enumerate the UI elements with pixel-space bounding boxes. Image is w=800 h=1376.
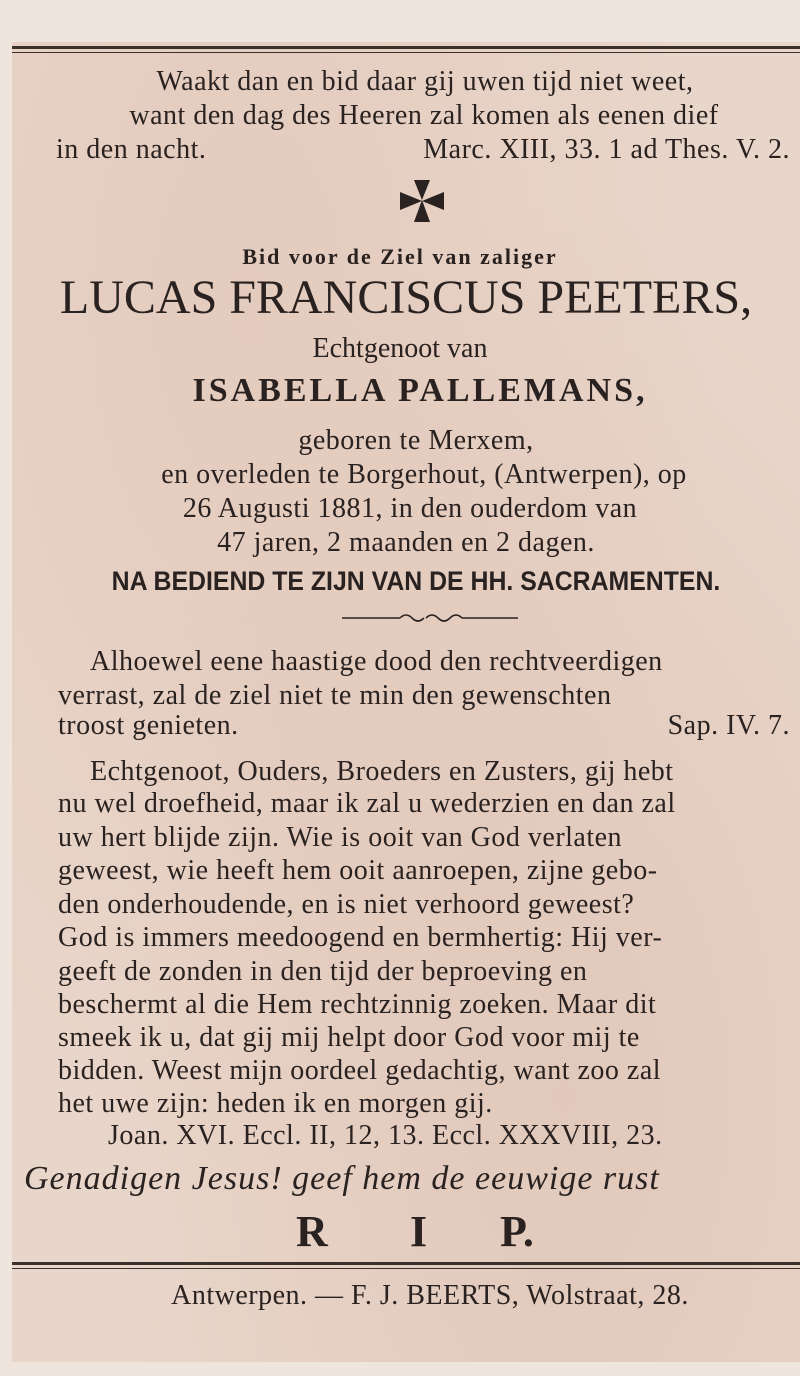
rip-p: P. <box>500 1207 534 1256</box>
quote2-line: het uwe zijn: heden ik en morgen gij. <box>58 1088 493 1119</box>
quote2-line: Echtgenoot, Ouders, Broeders en Zusters, gij hebt <box>90 756 674 787</box>
spouse-name: ISABELLA PALLEMANS, <box>192 372 648 409</box>
epigraph-line <box>56 100 792 132</box>
quote1-text: verrast, zal de ziel niet te min den gewenschten <box>58 680 612 711</box>
detail-line: geboren te Merxem, <box>298 425 534 456</box>
epigraph-text: Waakt dan en bid daar gij uwen tijd niet weet, <box>156 66 694 97</box>
quote1-text: Alhoewel eene haastige dood den rechtveerdigen <box>90 646 663 677</box>
quote2-line: smeek ik u, dat gij mij helpt door God voor mij te <box>58 1022 640 1053</box>
deceased-name: LUCAS FRANCISCUS PEETERS, <box>59 271 753 324</box>
quote2-line: bidden. Weest mijn oordeel gedachtig, want zoo zal <box>58 1055 662 1086</box>
quote2-reference: Joan. XVI. Eccl. II, 12, 13. Eccl. XXXVIII, 23. <box>108 1120 663 1151</box>
detail-line: 26 Augusti 1881, in den ouderdom van <box>182 493 638 524</box>
quote1-text: troost genieten. <box>58 710 239 741</box>
bottom-border-thin <box>12 1268 800 1269</box>
spouse-label: Echtgenoot van <box>312 333 488 364</box>
quote1-reference: Sap. IV. 7. <box>667 710 790 741</box>
quote2-line: geeft de zonden in den tijd der beproeving en <box>58 956 588 987</box>
quote2-line: God is immers meedoogend en bermhertig: Hij ver- <box>58 922 663 953</box>
quote2-line: geweest, wie heeft hem ooit aanroepen, zijne gebo- <box>58 855 658 886</box>
epigraph-text: want den dag des Heeren zal komen als eenen dief <box>129 100 719 131</box>
bottom-border <box>12 1262 800 1265</box>
rip-r: R <box>296 1207 328 1256</box>
top-border-thin <box>12 52 800 53</box>
ornamental-divider-icon <box>340 610 520 626</box>
quote1-last-line <box>58 710 790 742</box>
cross-pattee-icon <box>398 178 446 224</box>
epigraph-text: in den nacht. <box>56 134 207 165</box>
quote1-line <box>58 680 790 712</box>
printer-line: Antwerpen. — F. J. BEERTS, Wolstraat, 28. <box>171 1280 689 1311</box>
epigraph-reference: Marc. XIII, 33. 1 ad Thes. V. 2. <box>423 134 790 165</box>
quote1-line <box>90 646 790 678</box>
quote2-line: uw hert blijde zijn. Wie is ooit van God verlaten <box>58 822 623 853</box>
detail-line: 47 jaren, 2 maanden en 2 dagen. <box>217 527 595 558</box>
prayer-heading: Bid voor de Ziel van zaliger <box>242 244 558 269</box>
top-border <box>12 46 800 49</box>
quote2-line: beschermt al die Hem rechtzinnig zoeken. Maar dit <box>58 989 657 1020</box>
invocation: Genadigen Jesus! geef hem de eeuwige rust <box>24 1160 660 1197</box>
epigraph-last-line <box>56 134 790 166</box>
quote2-line: nu wel droefheid, maar ik zal u wederzien en dan zal <box>58 788 676 819</box>
detail-line: en overleden te Borgerhout, (Antwerpen), op <box>161 459 687 490</box>
rip-i: I <box>410 1207 428 1256</box>
quote2-line: den onderhoudende, en is niet verhoord geweest? <box>58 889 635 920</box>
sacraments-note: NA BEDIEND TE ZIJN VAN DE HH. SACRAMENTEN. <box>111 566 721 596</box>
epigraph-line <box>58 66 792 98</box>
